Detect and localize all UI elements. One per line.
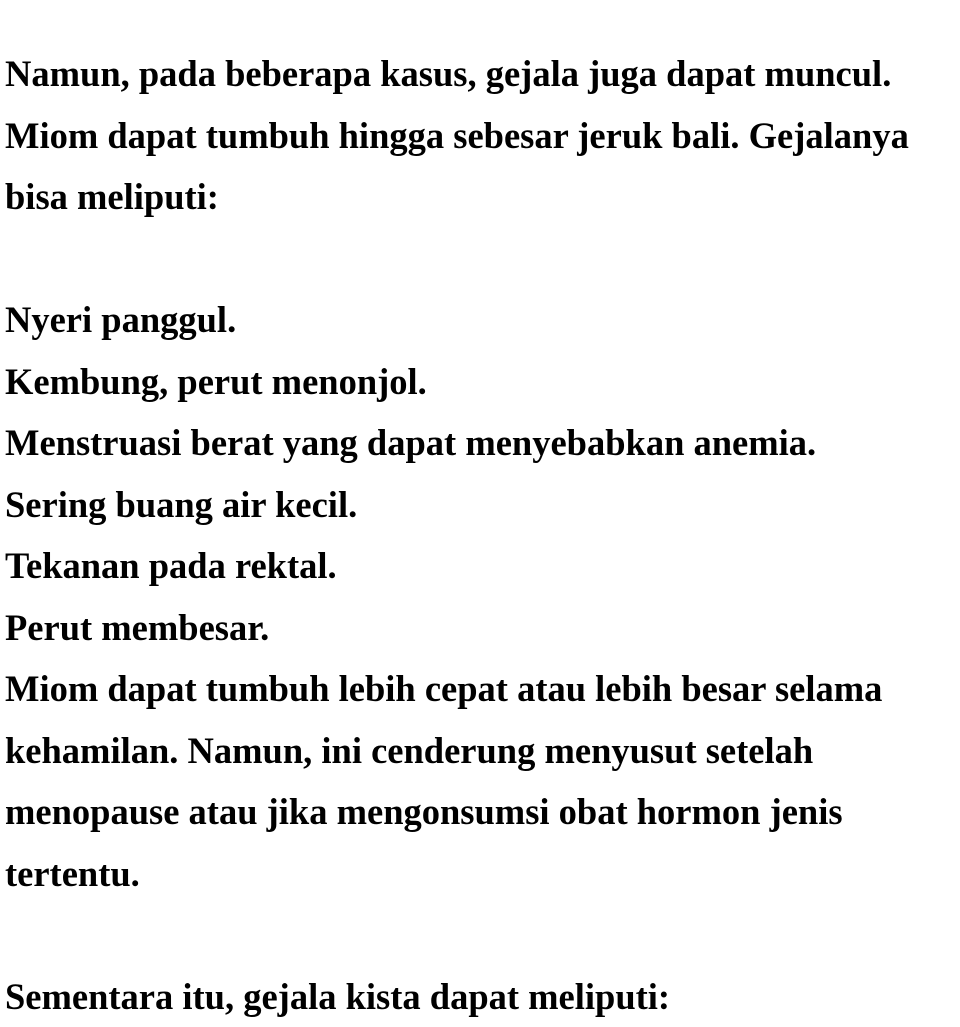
intro-paragraph: Namun, pada beberapa kasus, gejala juga dapat muncul. Miom dapat tumbuh hingga sebesar jeruk bali. Gejalanya bisa meliputi: [5, 43, 955, 228]
symptom-item: Kembung, perut menonjol. [5, 351, 955, 413]
growth-paragraph: Miom dapat tumbuh lebih cepat atau lebih besar selama kehamilan. Namun, ini cenderung menyusut setelah menopause atau jika mengonsumsi obat hormon jenis tertentu. [5, 658, 955, 904]
article-body [5, 43, 955, 1027]
symptom-item: Tekanan pada rektal. [5, 535, 955, 597]
paragraph-spacer [5, 904, 955, 966]
paragraph-spacer [5, 228, 955, 290]
symptom-item: Perut membesar. [5, 597, 955, 659]
myoma-symptom-list [5, 289, 955, 658]
cyst-intro-paragraph: Sementara itu, gejala kista dapat meliputi: [5, 966, 955, 1027]
symptom-item: Sering buang air kecil. [5, 474, 955, 536]
symptom-item: Nyeri panggul. [5, 289, 955, 351]
symptom-item: Menstruasi berat yang dapat menyebabkan anemia. [5, 412, 955, 474]
